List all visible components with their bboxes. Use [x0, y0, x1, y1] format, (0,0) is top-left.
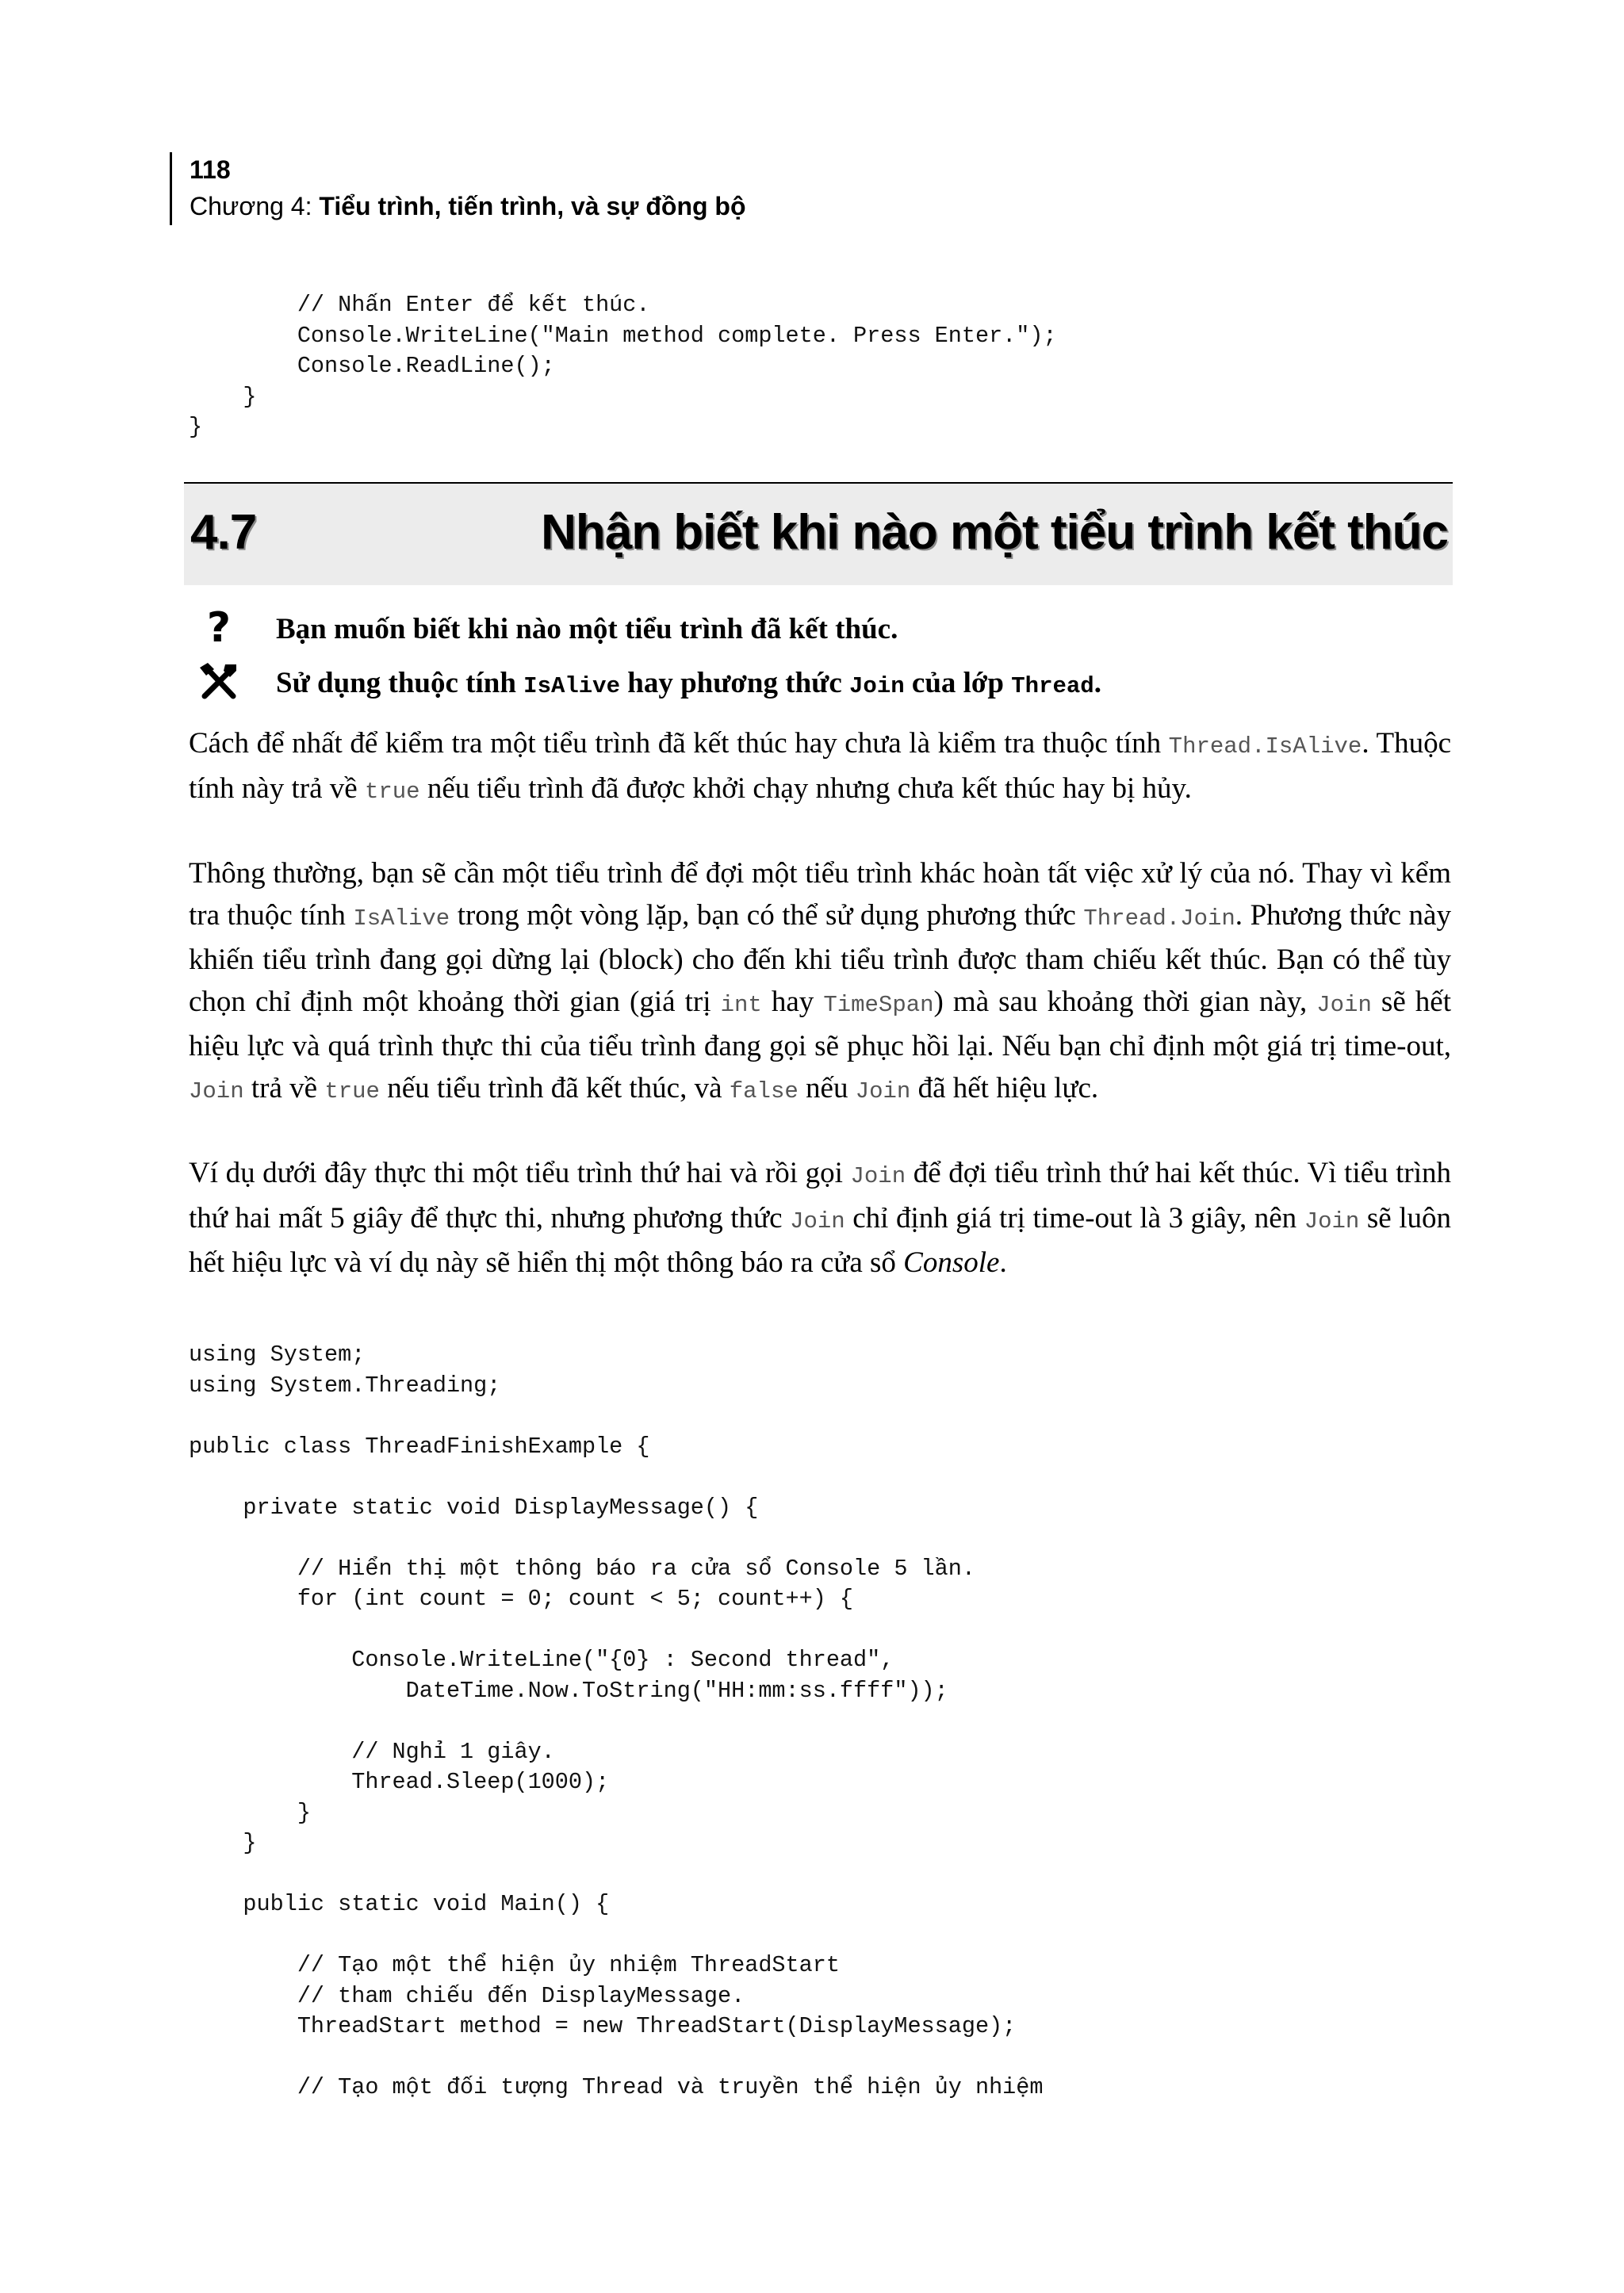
code-line: ThreadStart method = new ThreadStart(DisplayMessage); [189, 2013, 1017, 2039]
code-line: public static void Main() { [189, 1891, 610, 1917]
inline-code: Thread.IsAlive [1168, 733, 1362, 760]
text: sẽ hết hiệu lực và quá trình thực thi của tiểu trình đang gọi sẽ phục hồi lại. Nếu bạn chỉ định một giá trị time-out, [189, 985, 1451, 1062]
code-line [189, 1706, 1043, 1737]
text: nếu tiểu trình đã được khởi chạy nhưng chưa kết thúc hay bị hủy. [419, 771, 1192, 805]
code-line: } [189, 383, 257, 410]
text: ) mà sau khoảng thời gian này, [933, 985, 1317, 1018]
code-isalive: IsAlive [523, 673, 620, 699]
code-thread: Thread [1011, 673, 1094, 699]
code-line: // Hiển thị một thông báo ra cửa sổ Console 5 lần. [189, 1555, 975, 1582]
inline-code: true [324, 1078, 380, 1104]
text: Cách để nhất để kiểm tra một tiểu trình đã kết thúc hay chưa là kiểm tra thuộc tính [189, 727, 1169, 760]
code-line [189, 1859, 1043, 1890]
code-line [189, 1920, 1043, 1951]
code-line [189, 1615, 1043, 1646]
question-icon: ? [206, 604, 232, 652]
code-line [189, 1401, 1043, 1432]
inline-code: IsAlive [353, 905, 450, 932]
code-block-top [189, 290, 1057, 443]
solution-text [276, 666, 1101, 700]
inline-code: false [729, 1078, 799, 1104]
inline-code: Join [855, 1078, 911, 1104]
inline-code: TimeSpan [823, 991, 934, 1018]
code-block-main [189, 1340, 1043, 2104]
section-number: 4.7 [190, 505, 257, 560]
chapter-title: Tiểu trình, tiến trình, và sự đồng bộ [319, 192, 746, 220]
code-line: using System.Threading; [189, 1372, 501, 1399]
text: sẽ luôn hết hiệu lực và ví dụ này sẽ hiển thị một thông báo ra cửa sổ [189, 1201, 1452, 1279]
page-number: 118 [190, 155, 231, 184]
code-line: DateTime.Now.ToString("HH:mm:ss.ffff")); [189, 1677, 948, 1704]
code-line: private static void DisplayMessage() { [189, 1494, 759, 1521]
code-line: Console.WriteLine("Main method complete. Press Enter."); [189, 322, 1057, 349]
inline-code: Join [1304, 1208, 1360, 1235]
inline-code: Join [1316, 991, 1372, 1018]
inline-code: int [720, 991, 762, 1018]
inline-code: Join [189, 1078, 244, 1104]
text: trong một vòng lặp, bạn có thể sử dụng phương thức [450, 898, 1084, 932]
code-line: } [189, 1830, 257, 1856]
section-title: Nhận biết khi nào một tiểu trình kết thúc [541, 505, 1448, 560]
paragraph-3 [189, 1153, 1451, 1284]
code-line: Thread.Sleep(1000); [189, 1769, 610, 1795]
inline-code: true [364, 778, 420, 805]
text: đã hết hiệu lực. [910, 1071, 1099, 1104]
text: nếu tiểu trình đã kết thúc, và [379, 1071, 730, 1104]
text: nếu [798, 1071, 856, 1104]
inline-code: Join [790, 1208, 845, 1235]
chapter-prefix: Chương 4: [190, 192, 320, 220]
code-line: // Nghỉ 1 giây. [189, 1738, 555, 1765]
text: Ví dụ dưới đây thực thi một tiểu trình thứ hai và rồi gọi [189, 1157, 851, 1189]
inline-code: Thread.Join [1083, 905, 1235, 932]
text: trả về [243, 1071, 325, 1104]
text: hay [761, 985, 824, 1018]
solution-text-2: hay phương thức [620, 667, 850, 699]
code-line [189, 2042, 1043, 2073]
text: chỉ định giá trị time-out là 3 giây, nên [845, 1201, 1304, 1235]
text: . Thuộc tính này trả về [189, 727, 1451, 805]
inline-code: Join [850, 1163, 906, 1189]
paragraph-2 [189, 853, 1451, 1112]
code-line: public class ThreadFinishExample { [189, 1433, 650, 1460]
code-line: Console.WriteLine("{0} : Second thread", [189, 1647, 894, 1673]
text: . Phương thức này khiến tiểu trình đang gọi dừng lại (block) cho đến khi tiểu trình được tham chiếu kết thúc. Bạn có thể tùy chọn chỉ định một khoảng thời gian (giá trị [189, 898, 1451, 1018]
paragraph-1 [189, 723, 1451, 813]
page-header [170, 152, 746, 225]
chapter-line [190, 187, 746, 225]
text: . [999, 1246, 1007, 1279]
code-line: // Tạo một đối tượng Thread và truyền thể hiện ủy nhiệm [189, 2074, 1044, 2100]
text: Thông thường, bạn sẽ cần một tiểu trình để đợi một tiểu trình khác hoàn tất việc xử lý của nó. Thay vì kểm tra thuộc tính [189, 857, 1451, 932]
code-line [189, 1462, 1043, 1493]
code-line: for (int count = 0; count < 5; count++) { [189, 1586, 854, 1612]
code-line: } [189, 414, 203, 440]
tools-icon [197, 658, 241, 706]
solution-text-3: của lớp [904, 667, 1012, 699]
section-heading [184, 482, 1453, 585]
code-line: Console.ReadLine(); [189, 353, 555, 379]
code-line: } [189, 1799, 311, 1826]
code-line: using System; [189, 1342, 366, 1368]
code-line [189, 1523, 1043, 1554]
code-line: // tham chiếu đến DisplayMessage. [189, 1982, 745, 2009]
code-line: // Nhấn Enter để kết thúc. [189, 292, 650, 318]
code-line: // Tạo một thể hiện ủy nhiệm ThreadStart [189, 1952, 840, 1978]
solution-text-1: Sử dụng thuộc tính [276, 667, 524, 699]
text: để đợi tiểu trình thứ hai kết thúc. Vì tiểu trình thứ hai mất 5 giây để thực thi, nhưng phương thức [189, 1157, 1451, 1235]
italic-text: Console [903, 1246, 1000, 1279]
code-join: Join [849, 673, 905, 699]
solution-text-4: . [1094, 667, 1101, 699]
problem-text: Bạn muốn biết khi nào một tiểu trình đã kết thúc. [276, 613, 898, 645]
